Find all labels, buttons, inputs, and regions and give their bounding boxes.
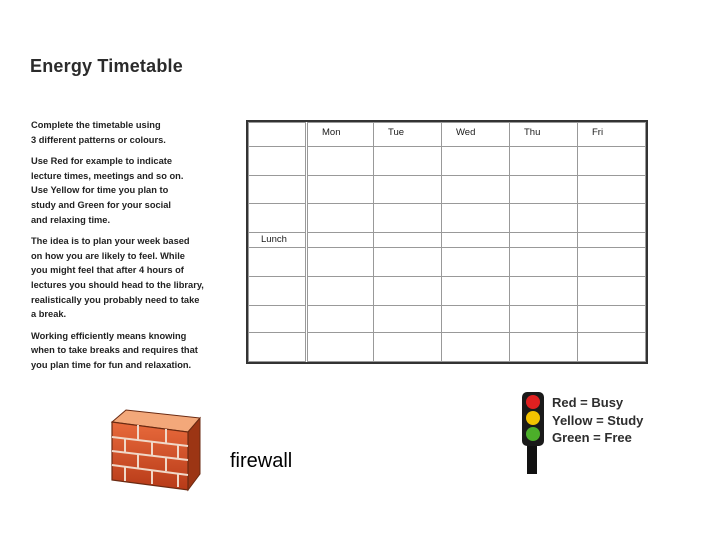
time-cell [249,305,307,333]
time-cell [249,203,307,232]
slot-cell[interactable] [442,176,510,204]
legend-study: Yellow = Study [552,412,644,428]
instruction-2: Use Red for example to indicate lecture times, meetings and so on. Use Yellow for time you plan to study and Green for your social and relaxing time. [31,156,184,225]
slot-cell[interactable] [442,203,510,232]
slot-cell[interactable] [510,147,578,176]
slot-cell[interactable] [374,176,442,204]
page-title: Energy Timetable [30,56,183,76]
instruction-1: Complete the timetable using 3 different patterns or colours. [31,120,166,145]
slot-cell[interactable] [510,276,578,305]
slot-cell[interactable] [510,203,578,232]
slot-cell[interactable] [578,276,646,305]
slot-cell[interactable] [442,232,510,247]
slot-cell[interactable] [307,147,374,176]
slot-cell[interactable] [374,147,442,176]
slot-cell[interactable] [442,276,510,305]
day-header-thu: Thu [510,123,578,147]
lunch-label: Lunch [249,232,307,247]
slot-cell[interactable] [374,203,442,232]
instruction-3: The idea is to plan your week based on how you are likely to feel. While you might feel that after 4 hours of lectures you should head to the library, realistically you probably need to take a break. [31,236,204,320]
slot-cell[interactable] [307,276,374,305]
slot-cell[interactable] [442,147,510,176]
legend-free: Green = Free [552,430,632,445]
time-cell [249,276,307,305]
slot-cell[interactable] [442,248,510,277]
timetable-corner [249,123,307,147]
day-header-fri: Fri [578,123,646,147]
slot-cell[interactable] [307,248,374,277]
day-header-tue: Tue [374,123,442,147]
slot-cell[interactable] [307,305,374,333]
day-header-wed: Wed [442,123,510,147]
legend-busy: Red = Busy [552,395,624,410]
slot-cell[interactable] [578,248,646,277]
time-cell [249,147,307,176]
slot-cell[interactable] [510,248,578,277]
timetable [246,120,648,364]
slot-cell[interactable] [578,147,646,176]
slot-cell[interactable] [510,176,578,204]
slot-cell[interactable] [307,203,374,232]
slot-cell[interactable] [374,333,442,362]
brick-caption: firewall [230,450,293,472]
slot-cell[interactable] [374,248,442,277]
time-cell [249,248,307,277]
instructions [31,118,236,380]
slot-cell[interactable] [510,305,578,333]
slot-cell[interactable] [442,305,510,333]
brick-wall-icon [108,408,204,492]
slot-cell[interactable] [307,333,374,362]
slot-cell[interactable] [307,176,374,204]
slot-cell[interactable] [374,232,442,247]
slot-cell[interactable] [578,305,646,333]
day-header-mon: Mon [307,123,374,147]
slot-cell[interactable] [578,176,646,204]
slot-cell[interactable] [307,232,374,247]
slot-cell[interactable] [374,305,442,333]
slot-cell[interactable] [510,333,578,362]
slot-cell[interactable] [442,333,510,362]
slot-cell[interactable] [578,232,646,247]
traffic-light-icon [520,391,548,475]
slot-cell[interactable] [374,276,442,305]
slot-cell[interactable] [578,203,646,232]
slot-cell[interactable] [578,333,646,362]
traffic-legend [552,394,643,447]
time-cell [249,333,307,362]
time-cell [249,176,307,204]
instruction-4: Working efficiently means knowing when to take breaks and requires that you plan time for fun and relaxation. [31,330,198,370]
slot-cell[interactable] [510,232,578,247]
